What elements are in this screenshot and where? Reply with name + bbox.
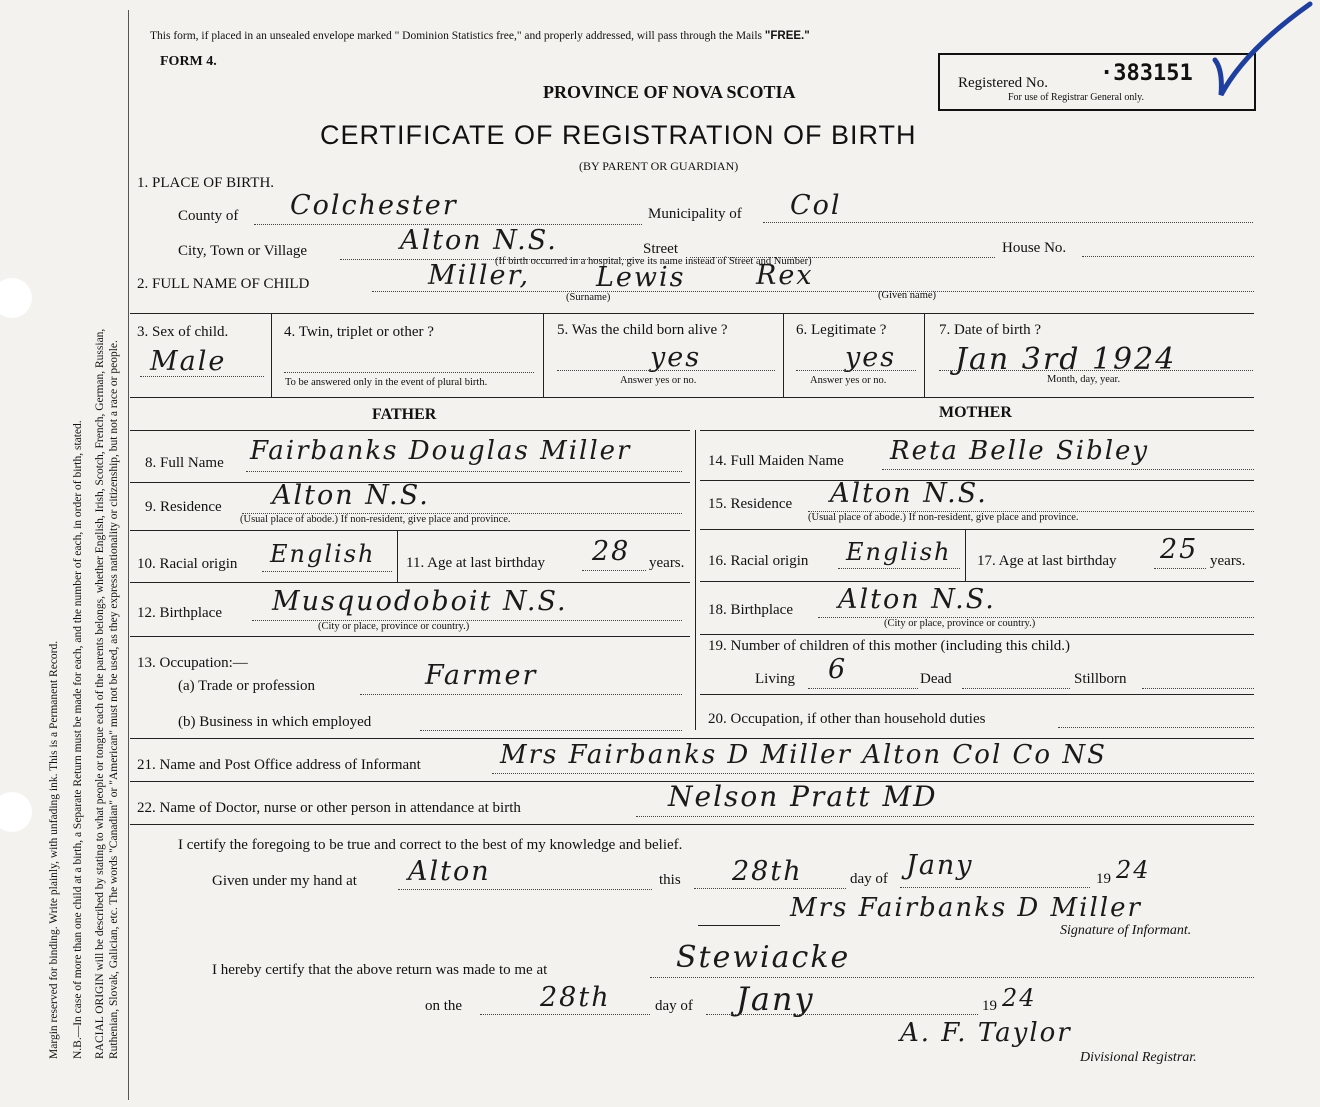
page-subtitle: (BY PARENT OR GUARDIAN) <box>579 159 739 173</box>
province-heading: PROVINCE OF NOVA SCOTIA <box>543 82 796 102</box>
registered-number: ·383151 <box>1100 61 1193 86</box>
father-birthplace-label: 12. Birthplace <box>137 605 222 621</box>
given-name-note: (Given name) <box>878 290 937 301</box>
sex-label: 3. Sex of child. <box>137 324 229 340</box>
father-race-value: English <box>270 540 376 568</box>
margin-rule <box>128 10 129 1100</box>
certify-statement: I certify the foregoing to be true and correct to the best of my knowledge and belief. <box>178 837 683 853</box>
mother-name-line <box>882 469 1254 470</box>
page-title: CERTIFICATE OF REGISTRATION OF BIRTH <box>320 120 917 150</box>
mother-race-value: English <box>846 538 952 566</box>
rule <box>700 529 1254 530</box>
registrar-day-line <box>480 1014 650 1015</box>
given-under-label: Given under my hand at <box>212 873 357 889</box>
father-birthplace-note: (City or place, province or country.) <box>318 621 470 632</box>
informant-label: 21. Name and Post Office address of Informant <box>137 757 421 773</box>
certify-day-line <box>694 888 846 889</box>
county-label: County of <box>178 208 239 224</box>
mother-age-label: 17. Age at last birthday <box>977 553 1117 569</box>
living-label: Living <box>755 671 795 687</box>
certify-month-value: Jany <box>906 850 974 881</box>
mother-occupation-line <box>1058 727 1254 728</box>
mother-age-value: 25 <box>1160 534 1199 565</box>
twin-note: To be answered only in the event of plural birth. <box>285 377 488 388</box>
rule <box>130 313 1254 314</box>
living-line <box>808 688 918 689</box>
registrar-note: For use of Registrar General only. <box>1008 92 1144 103</box>
informant-signature: Mrs Fairbanks D Miller <box>790 893 1142 923</box>
municipality-label: Municipality of <box>648 206 742 222</box>
rule <box>130 397 1254 398</box>
business-label: (b) Business in which employed <box>178 714 372 730</box>
father-name-value: Fairbanks Douglas Miller <box>250 436 632 466</box>
sex-line <box>140 376 264 377</box>
registrar-caption: Divisional Registrar. <box>1080 1050 1197 1065</box>
form-number: FORM 4. <box>160 54 217 69</box>
rule <box>700 694 1254 695</box>
mother-name-label: 14. Full Maiden Name <box>708 453 844 469</box>
registrar-year-value: 24 <box>1002 984 1037 1012</box>
child-given-name-2: Rex <box>756 260 814 291</box>
trade-value: Farmer <box>425 660 538 691</box>
house-line <box>1082 256 1254 257</box>
certify-month-line <box>900 887 1090 888</box>
legitimate-line <box>796 370 916 371</box>
mother-age-unit: years. <box>1210 553 1246 569</box>
municipality-line <box>763 222 1253 223</box>
rule <box>700 581 1254 582</box>
registrar-place-line <box>650 977 1254 978</box>
registered-label: Registered No. <box>958 75 1048 91</box>
rule <box>965 529 966 581</box>
stillborn-line <box>1142 688 1254 689</box>
dead-label: Dead <box>920 671 952 687</box>
twin-label: 4. Twin, triplet or other ? <box>284 324 434 340</box>
doctor-line <box>636 816 1254 817</box>
rule <box>543 313 544 397</box>
trade-line <box>360 694 682 695</box>
registrar-day-value: 28th <box>540 982 611 1013</box>
father-occupation-label: 13. Occupation:— <box>137 655 248 671</box>
father-age-unit: years. <box>649 555 685 571</box>
certify-year-value: 24 <box>1116 856 1151 884</box>
rule <box>130 430 690 431</box>
doctor-label: 22. Name of Doctor, nurse or other person in attendance at birth <box>137 800 521 816</box>
father-residence-label: 9. Residence <box>145 499 222 515</box>
rule <box>700 634 1254 635</box>
rule <box>130 738 1254 739</box>
mother-residence-value: Alton N.S. <box>830 478 988 509</box>
rule <box>130 582 690 583</box>
rule <box>700 430 1254 431</box>
father-age-label: 11. Age at last birthday <box>406 555 545 571</box>
rule <box>397 530 398 582</box>
dob-note: Month, day, year. <box>1047 374 1121 385</box>
child-name-label: 2. FULL NAME OF CHILD <box>137 276 310 292</box>
rule <box>924 313 925 397</box>
informant-value: Mrs Fairbanks D Miller Alton Col Co NS <box>500 740 1107 770</box>
margin-note: Margin reserved for binding. Write plainly, with unfading ink. This is a Permanent Record. <box>48 640 60 1059</box>
free-mail-notice: This form, if placed in an unsealed envelope marked " Dominion Statistics free," and properly addressed, will pass through the Mails "FREE." <box>150 30 810 42</box>
business-line <box>420 730 682 731</box>
mother-heading: MOTHER <box>939 404 1012 421</box>
living-value: 6 <box>828 654 848 685</box>
child-surname: Miller, <box>428 260 531 291</box>
racial-origin-note: Ruthenian, Slovak, Galician, etc. The words "Canadian" or "American" must not be used, as they express nationality or citizenship, but not a race or people. <box>108 340 120 1059</box>
street-note: (If birth occurred in a hospital, give its name instead of Street and Number) <box>495 256 812 267</box>
registrar-year-prefix: 19 <box>982 998 997 1014</box>
on-the-label: on the <box>425 998 463 1014</box>
informant-line <box>492 773 1254 774</box>
house-label: House No. <box>1002 240 1067 256</box>
child-name-line <box>372 291 1254 292</box>
city-value: Alton N.S. <box>400 225 558 256</box>
father-age-value: 28 <box>592 536 631 567</box>
trade-label: (a) Trade or profession <box>178 678 316 694</box>
mother-birthplace-label: 18. Birthplace <box>708 602 793 618</box>
municipality-value: Col <box>790 190 842 221</box>
registrar-place-value: Stewiacke <box>676 940 851 975</box>
dead-line <box>962 688 1070 689</box>
rule <box>130 636 690 637</box>
rule <box>698 925 780 926</box>
legitimate-note: Answer yes or no. <box>810 375 887 386</box>
born-alive-note: Answer yes or no. <box>620 375 697 386</box>
this-label: this <box>659 872 681 888</box>
city-label: City, Town or Village <box>178 243 308 259</box>
mother-race-label: 16. Racial origin <box>708 553 809 569</box>
father-name-label: 8. Full Name <box>145 455 224 471</box>
mother-age-line <box>1154 568 1206 569</box>
rule <box>271 313 272 397</box>
informant-signature-caption: Signature of Informant. <box>1060 923 1192 938</box>
children-count-label: 19. Number of children of this mother (including this child.) <box>708 638 1071 654</box>
father-residence-note: (Usual place of abode.) If non-resident, give place and province. <box>240 514 511 525</box>
racial-origin-note: RACIAL ORIGIN will be described by stating to what people or tongue each of the parents belongs, whether English, Irish, Scotch, French, German, Russian, <box>94 328 106 1059</box>
nb-note: N.B.—In case of more than one child at a birth, a Separate Return must be made for each, and the number of each, in order of birth, stated. <box>72 420 84 1059</box>
father-race-label: 10. Racial origin <box>137 556 238 572</box>
father-birthplace-value: Musquodoboit N.S. <box>272 586 568 617</box>
mother-name-value: Reta Belle Sibley <box>890 436 1150 466</box>
dob-line <box>939 370 1253 371</box>
father-heading: FATHER <box>372 406 437 423</box>
stillborn-label: Stillborn <box>1074 671 1127 687</box>
father-race-line <box>262 571 392 572</box>
margin-notes <box>0 0 130 1107</box>
sex-value: Male <box>150 346 227 377</box>
place-of-birth-label: 1. PLACE OF BIRTH. <box>137 175 275 191</box>
father-name-line <box>246 471 682 472</box>
rule <box>783 313 784 397</box>
county-value: Colchester <box>290 190 458 221</box>
doctor-value: Nelson Pratt MD <box>668 780 938 813</box>
registrar-signature: A. F. Taylor <box>900 1018 1072 1048</box>
registrar-statement: I hereby certify that the above return was made to me at <box>212 962 548 978</box>
father-residence-value: Alton N.S. <box>272 480 430 511</box>
mother-race-line <box>838 568 960 569</box>
born-alive-value: yes <box>650 342 702 373</box>
born-alive-label: 5. Was the child born alive ? <box>557 322 728 338</box>
mother-birthplace-value: Alton N.S. <box>838 584 996 615</box>
rule <box>695 430 696 730</box>
given-place-value: Alton <box>408 856 491 887</box>
mother-residence-label: 15. Residence <box>708 496 793 512</box>
born-alive-line <box>557 370 775 371</box>
check-mark-icon <box>1205 0 1315 100</box>
rule <box>130 530 690 531</box>
rule <box>130 824 1254 825</box>
legitimate-label: 6. Legitimate ? <box>796 322 887 338</box>
child-given-name: Lewis <box>596 262 686 293</box>
mother-birthplace-note: (City or place, province or country.) <box>884 618 1036 629</box>
legitimate-value: yes <box>845 342 897 373</box>
dob-value: Jan 3rd 1924 <box>955 342 1177 377</box>
registrar-month-line <box>706 1014 978 1015</box>
registrar-month-value: Jany <box>736 980 815 1018</box>
street-label: Street <box>643 241 678 257</box>
certify-day-value: 28th <box>732 856 803 887</box>
certify-year-prefix: 19 <box>1096 871 1111 887</box>
father-age-line <box>582 570 646 571</box>
dob-label: 7. Date of birth ? <box>939 322 1042 338</box>
certify-day-of-label: day of <box>850 871 888 887</box>
mother-occupation-label: 20. Occupation, if other than household duties <box>708 711 986 727</box>
registrar-day-of-label: day of <box>655 998 693 1014</box>
given-place-line <box>398 889 652 890</box>
mother-residence-note: (Usual place of abode.) If non-resident, give place and province. <box>808 512 1079 523</box>
twin-line <box>284 372 534 373</box>
surname-note: (Surname) <box>566 292 611 303</box>
